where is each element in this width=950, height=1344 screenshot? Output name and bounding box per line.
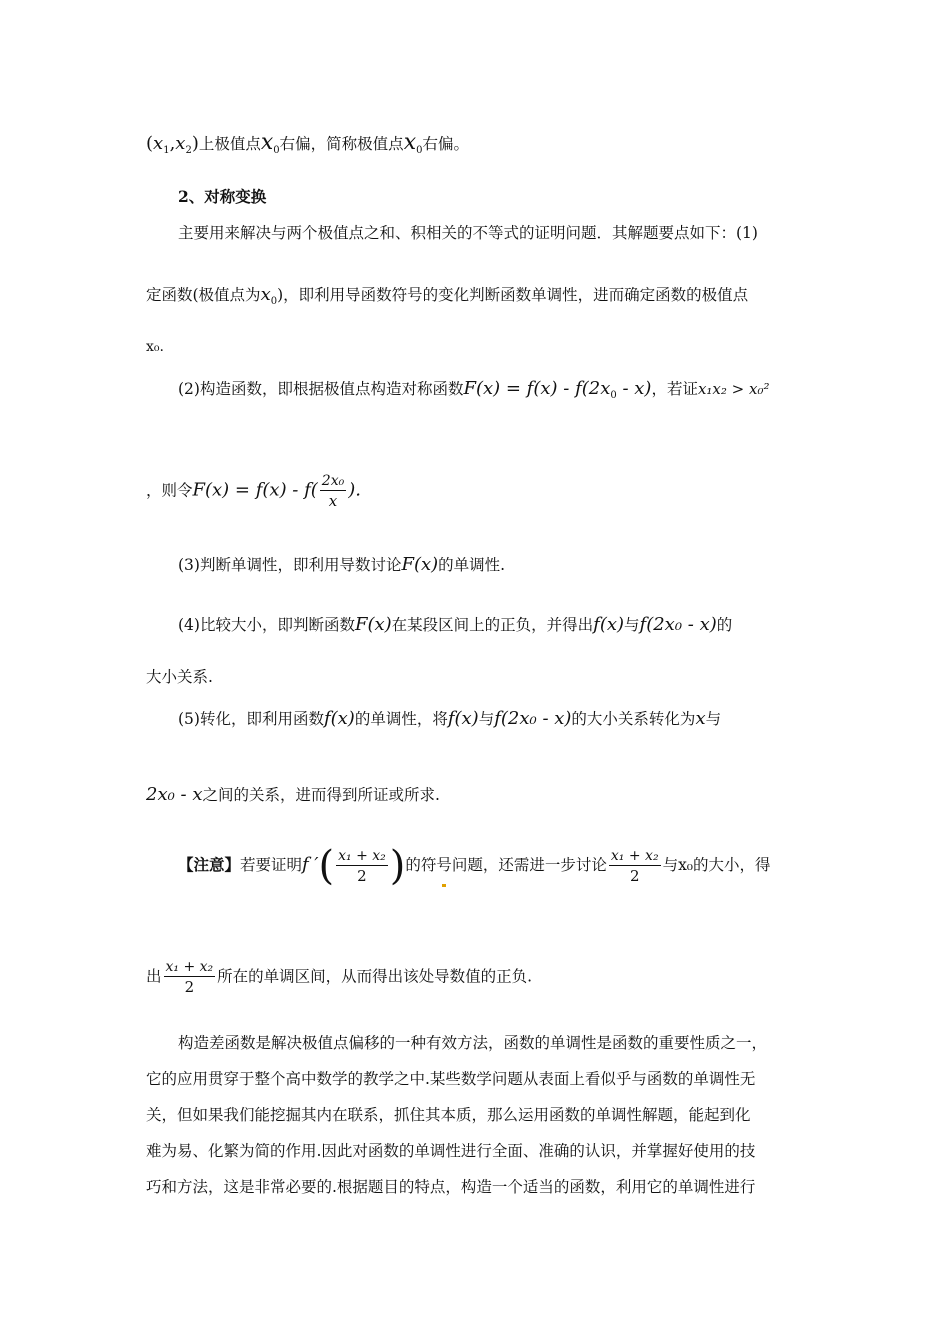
paragraph-line: 主要用来解决与两个极值点之和、积相关的不等式的证明问题．其解题要点如下：(1) xyxy=(178,224,758,242)
fraction: $\frac{\text{x₁ + x₂}}{2}$ xyxy=(165,959,214,996)
section-heading: 2、对称变换 xyxy=(178,187,267,206)
paren-open: ( xyxy=(146,133,154,154)
line-1: $(x_1,x_2)$上极值点$x_0$右偏，简称极值点$x_0$右偏。 xyxy=(146,130,469,157)
paragraph-line: x₀. xyxy=(146,339,164,355)
paragraph-line: (3)判断单调性，即利用导数讨论F(x)的单调性. xyxy=(178,554,506,575)
paragraph-line: 2x₀ - x之间的关系，进而得到所证或所求. xyxy=(146,784,440,805)
fraction: $\frac{\text{2x₀}}{x}$ xyxy=(321,473,345,510)
paragraph-line: 构造差函数是解决极值点偏移的一种有效方法，函数的单调性是函数的重要性质之一， xyxy=(178,1034,768,1052)
paragraph-line: (5)转化，即利用函数f(x)的单调性，将f(x)与f(2x₀ - x)的大小关系转化为x与 xyxy=(178,708,722,729)
paragraph-line: (2)构造函数，即根据极值点构造对称函数$F(x) = f(x) - f(2x_0 - x)$，若证x₁x₂ > x₀² xyxy=(178,378,770,402)
paragraph-line: 难为易、化繁为简的作用.因此对函数的单调性进行全面、准确的认识，并掌握好使用的技 xyxy=(146,1142,756,1160)
paragraph-line: 【注意】若要证明f ′( $\frac{\text{x₁ + x₂}}{2}$ )的符号问题，还需进一步讨论 $\frac{\text{x₁ + x₂}}{2}$ 与x₀的大小，得 xyxy=(178,843,771,889)
paragraph-line: 大小关系. xyxy=(146,668,213,686)
paragraph-line: 关，但如果我们能挖掘其内在联系，抓住其本质，那么运用函数的单调性解题，能起到化 xyxy=(146,1106,751,1124)
fraction: $\frac{\text{x₁ + x₂}}{2}$ xyxy=(338,847,386,885)
paragraph-line: (4)比较大小，即判断函数F(x)在某段区间上的正负，并得出f(x)与f(2x₀ - x)的 xyxy=(178,614,733,635)
paragraph-line: 定函数(极值点为$x_0$)，即利用导函数符号的变化判断函数单调性，进而确定函数的极值点 xyxy=(146,284,749,308)
paragraph-line: ，则令F(x) = f(x) - f( $\frac{\text{2x₀}}{x}$ ). xyxy=(146,473,361,510)
fraction: $\frac{\text{x₁ + x₂}}{2}$ xyxy=(610,847,659,885)
decorative-mark xyxy=(442,884,446,887)
paragraph-line: 它的应用贯穿于整个高中数学的教学之中.某些数学问题从表面上看似乎与函数的单调性无 xyxy=(146,1070,756,1088)
paragraph-line: 出 $\frac{\text{x₁ + x₂}}{2}$ 所在的单调区间，从而得出该处导数值的正负. xyxy=(146,959,533,996)
paragraph-line: 巧和方法，这是非常必要的.根据题目的特点，构造一个适当的函数，利用它的单调性进行 xyxy=(146,1178,756,1196)
